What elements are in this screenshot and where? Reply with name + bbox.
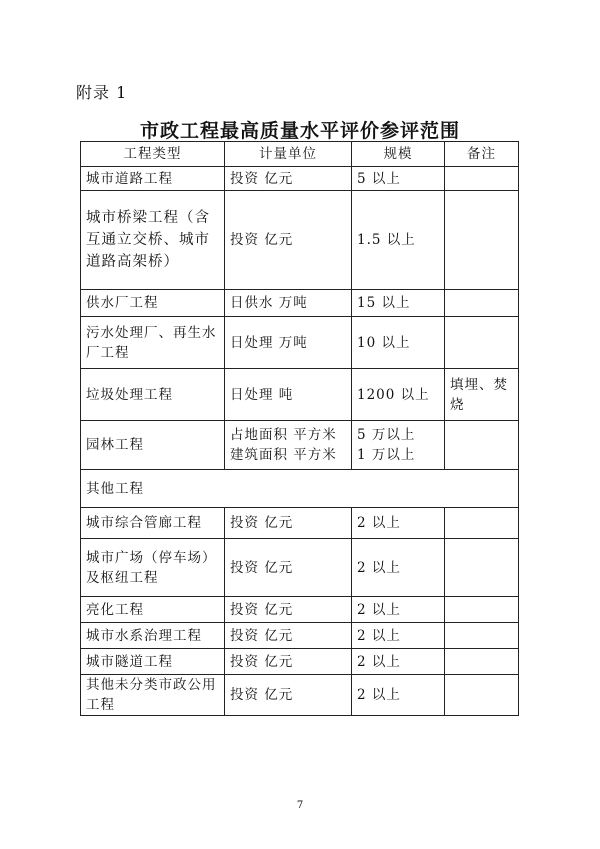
scope-table (80, 141, 519, 716)
cell-note (445, 290, 519, 317)
unit-line: 占地面积 平方米 (230, 427, 337, 443)
cell-scale: 2 以上 (352, 649, 445, 675)
header-scale: 规模 (352, 142, 445, 167)
cell-note (445, 675, 519, 716)
cell-note (445, 421, 519, 470)
cell-unit (225, 421, 352, 470)
appendix-label: 附录 1 (76, 83, 128, 102)
cell-unit: 日供水 万吨 (225, 290, 352, 317)
cell-unit: 投资 亿元 (225, 539, 352, 597)
table-row (81, 369, 519, 421)
cell-scale: 1.5 以上 (352, 191, 445, 290)
cell-project-type: 城市桥梁工程（含互通立交桥、城市道路高架桥） (81, 191, 225, 290)
cell-project-type: 亮化工程 (81, 597, 225, 623)
section-row (81, 470, 519, 508)
cell-scale: 2 以上 (352, 623, 445, 649)
cell-unit: 日处理 吨 (225, 369, 352, 421)
table-row (81, 290, 519, 317)
table-row (81, 623, 519, 649)
cell-note: 填埋、焚烧 (445, 369, 519, 421)
table-row (81, 539, 519, 597)
cell-unit: 投资 亿元 (225, 649, 352, 675)
cell-scale: 10 以上 (352, 317, 445, 369)
cell-note (445, 539, 519, 597)
table-row (81, 167, 519, 191)
cell-scale: 1200 以上 (352, 369, 445, 421)
table-row (81, 317, 519, 369)
cell-scale: 5 以上 (352, 167, 445, 191)
scale-line: 1 万以上 (357, 447, 416, 463)
table-row (81, 649, 519, 675)
cell-unit: 投资 亿元 (225, 167, 352, 191)
header-note: 备注 (445, 142, 519, 167)
cell-unit: 投资 亿元 (225, 597, 352, 623)
cell-scale (352, 421, 445, 470)
cell-note (445, 623, 519, 649)
cell-scale: 2 以上 (352, 597, 445, 623)
unit-line: 建筑面积 平方米 (230, 447, 337, 463)
cell-note (445, 508, 519, 539)
page-number: 7 (296, 800, 304, 811)
table-row (81, 508, 519, 539)
cell-project-type: 其他未分类市政公用工程 (81, 675, 225, 716)
document-title: 市政工程最高质量水平评价参评范围 (139, 120, 460, 142)
cell-scale: 15 以上 (352, 290, 445, 317)
cell-project-type: 城市隧道工程 (81, 649, 225, 675)
cell-note (445, 317, 519, 369)
table-row (81, 421, 519, 470)
cell-note (445, 191, 519, 290)
cell-unit: 投资 亿元 (225, 623, 352, 649)
cell-project-type: 垃圾处理工程 (81, 369, 225, 421)
cell-unit: 投资 亿元 (225, 508, 352, 539)
cell-unit: 日处理 万吨 (225, 317, 352, 369)
scale-line: 5 万以上 (357, 427, 416, 443)
table-row (81, 675, 519, 716)
table-row (81, 191, 519, 290)
cell-project-type: 污水处理厂、再生水厂工程 (81, 317, 225, 369)
cell-project-type: 城市道路工程 (81, 167, 225, 191)
cell-unit: 投资 亿元 (225, 191, 352, 290)
cell-project-type: 城市综合管廊工程 (81, 508, 225, 539)
cell-unit: 投资 亿元 (225, 675, 352, 716)
table-row (81, 597, 519, 623)
cell-scale: 2 以上 (352, 539, 445, 597)
section-label: 其他工程 (81, 470, 519, 508)
table-header-row (81, 142, 519, 167)
cell-project-type: 园林工程 (81, 421, 225, 470)
cell-note (445, 597, 519, 623)
cell-project-type: 城市水系治理工程 (81, 623, 225, 649)
cell-note (445, 649, 519, 675)
cell-scale: 2 以上 (352, 508, 445, 539)
cell-note (445, 167, 519, 191)
cell-scale: 2 以上 (352, 675, 445, 716)
header-unit: 计量单位 (225, 142, 352, 167)
cell-project-type: 城市广场（停车场）及枢纽工程 (81, 539, 225, 597)
cell-project-type: 供水厂工程 (81, 290, 225, 317)
header-project-type: 工程类型 (81, 142, 225, 167)
